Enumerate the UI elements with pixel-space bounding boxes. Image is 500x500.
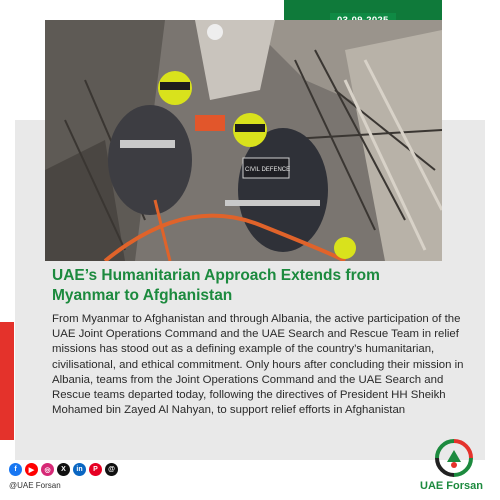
uae-forsan-logo-icon (434, 438, 474, 478)
social-links (9, 463, 118, 476)
rescue-photo (45, 20, 442, 261)
headline: UAE’s Humanitarian Approach Extends from Myanmar to Afghanistan (52, 267, 380, 304)
accent-bar (0, 322, 14, 440)
instagram-icon[interactable]: ◎ (41, 463, 54, 476)
threads-icon[interactable]: @ (105, 463, 118, 476)
pinterest-icon[interactable]: P (89, 463, 102, 476)
youtube-icon[interactable]: ▶ (25, 463, 38, 476)
linkedin-icon[interactable]: in (73, 463, 86, 476)
brand-name: UAE Forsan (420, 480, 483, 492)
social-handle: @UAE Forsan (9, 481, 61, 490)
x-icon[interactable]: X (57, 463, 70, 476)
vest-label: CIVIL DEFENCE (245, 167, 291, 173)
facebook-icon[interactable]: f (9, 463, 22, 476)
article-body: From Myanmar to Afghanistan and through Albania, the active participation of the UAE Joint Operations Command and the UAE Search and Rescue Team in relief missions has stood out as a defining example of the country’s humanitarian, civilisational, and ethical commitment. Only hours after concluding their mission in Albania, teams from the Joint Operations Command and the UAE Search and Rescue teams departed today, following the directives of President HH Sheikh Mohamed bin Zayed Al Nahyan, to support relief efforts in Afghanistan (52, 313, 464, 417)
